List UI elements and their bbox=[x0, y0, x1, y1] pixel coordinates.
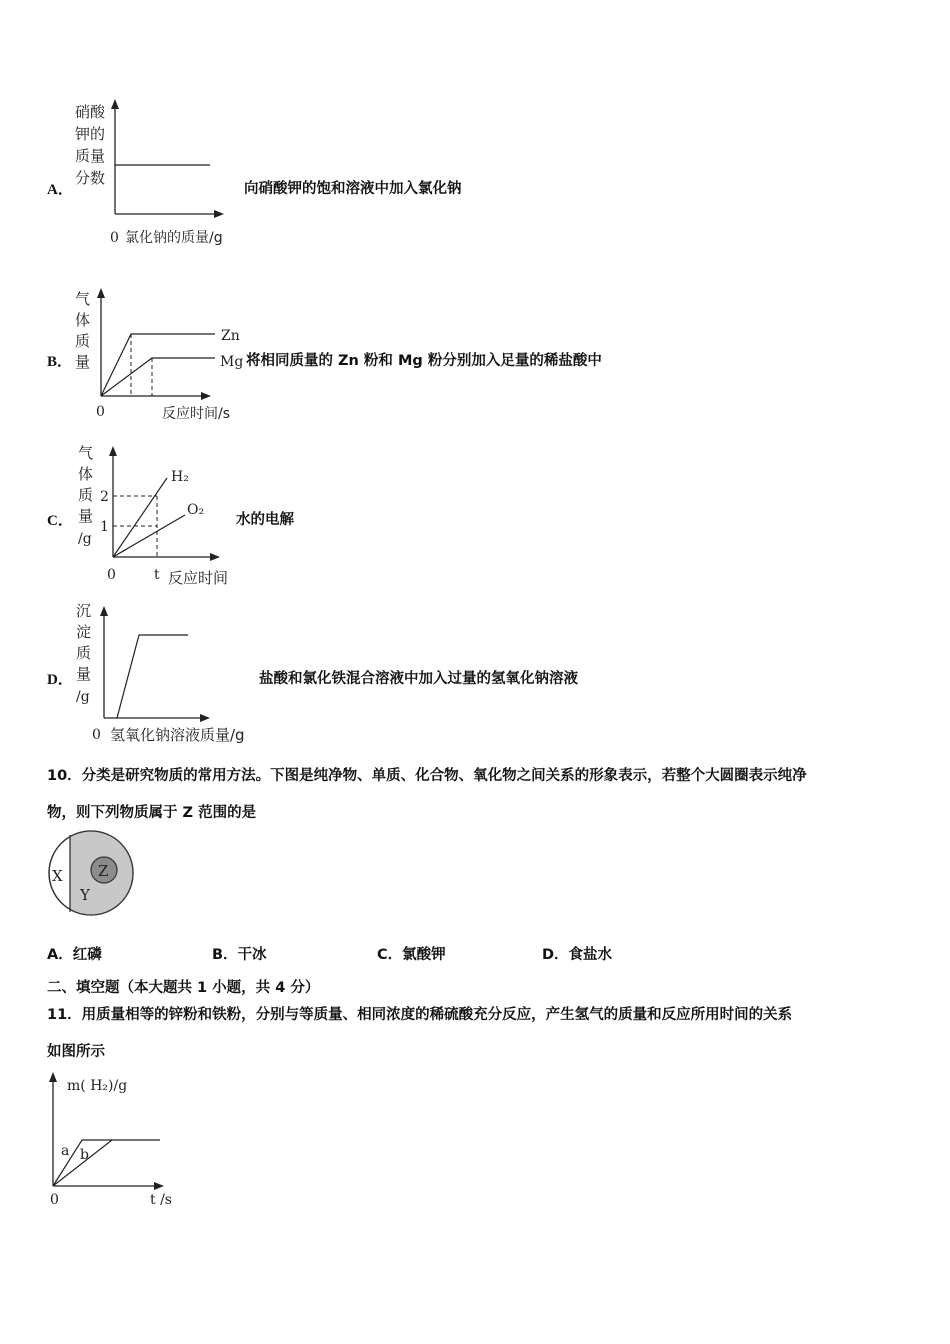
d-ylabel-line2: 淀 bbox=[76, 623, 92, 641]
c-ylabel-line5: /g bbox=[78, 531, 92, 547]
q11-text-line2: 如图所示 bbox=[47, 1044, 105, 1060]
a-xlabel: 氯化钠的质量/g bbox=[125, 230, 223, 246]
q11-xlabel: t /s bbox=[150, 1192, 172, 1208]
b-xlabel: 反应时间/s bbox=[162, 406, 231, 422]
d-ylabel-line1: 沉 bbox=[76, 602, 92, 620]
q11-graph bbox=[40, 1068, 200, 1214]
b-ylabel-line2: 体 bbox=[75, 311, 91, 329]
c-ytick-2: 2 bbox=[100, 489, 109, 505]
d-ylabel-line5: /g bbox=[76, 689, 90, 705]
c-origin: 0 bbox=[107, 567, 116, 583]
c-series-h2: H₂ bbox=[171, 469, 189, 485]
option-c-label: C． bbox=[47, 513, 73, 529]
d-xlabel: 氢氧化钠溶液质量/g bbox=[110, 726, 245, 744]
option-b-desc: 将相同质量的 Zn 粉和 Mg 粉分别加入足量的稀盐酸中 bbox=[246, 353, 602, 369]
a-ylabel-line3: 质量 bbox=[75, 147, 106, 165]
option-d-graph bbox=[70, 598, 270, 750]
option-a-label: A． bbox=[47, 182, 73, 198]
b-series-mg: Mg bbox=[220, 354, 244, 370]
c-series-o2: O₂ bbox=[187, 502, 205, 518]
option-c-graph bbox=[70, 440, 250, 592]
option-a-graph bbox=[70, 98, 255, 250]
q11-ylabel: m( H₂)/g bbox=[67, 1078, 128, 1094]
c-ylabel-line1: 气 bbox=[78, 444, 94, 462]
b-curve-zn bbox=[101, 334, 215, 396]
option-d-label: D． bbox=[47, 672, 73, 688]
c-xtick-t: t bbox=[154, 567, 160, 583]
q10-option-a[interactable]: A．红磷 bbox=[47, 947, 102, 963]
option-b-label: B． bbox=[47, 354, 73, 370]
b-ylabel-line1: 气 bbox=[75, 290, 91, 308]
q10-text-line1: 10．分类是研究物质的常用方法。下图是纯净物、单质、化合物、氧化物之间关系的形象表示，若整个大圆圈表示纯净 bbox=[47, 768, 807, 784]
q10-text-line2: 物，则下列物质属于 Z 范围的是 bbox=[47, 805, 257, 821]
q11-origin: 0 bbox=[50, 1192, 59, 1208]
b-series-zn: Zn bbox=[221, 328, 240, 344]
d-origin: 0 bbox=[92, 727, 101, 743]
c-ylabel-line3: 质 bbox=[78, 486, 94, 504]
b-ylabel-line4: 量 bbox=[75, 353, 91, 371]
venn-label-y: Y bbox=[80, 886, 90, 904]
a-origin: 0 bbox=[110, 230, 119, 246]
section2-heading: 二、填空题（本大题共 1 小题，共 4 分） bbox=[47, 980, 320, 996]
d-ylabel-line4: 量 bbox=[76, 665, 92, 683]
d-ylabel-line3: 质 bbox=[76, 644, 92, 662]
q11-series-a: a bbox=[61, 1143, 70, 1159]
option-a-desc: 向硝酸钾的饱和溶液中加入氯化钠 bbox=[244, 181, 462, 197]
b-curve-mg bbox=[101, 358, 215, 396]
q10-venn-diagram bbox=[44, 830, 140, 920]
b-origin: 0 bbox=[96, 404, 105, 420]
q11-series-b: b bbox=[80, 1147, 89, 1163]
q11-text-line1: 11．用质量相等的锌粉和铁粉，分别与等质量、相同浓度的稀硫酸充分反应，产生氢气的质量和反应所用时间的关系 bbox=[47, 1007, 793, 1023]
q10-option-c[interactable]: C．氯酸钾 bbox=[377, 947, 446, 963]
q10-option-d[interactable]: D．食盐水 bbox=[542, 947, 613, 963]
q10-option-b[interactable]: B．干冰 bbox=[212, 947, 267, 963]
venn-label-x: X bbox=[52, 867, 63, 885]
c-ylabel-line2: 体 bbox=[78, 465, 94, 483]
c-ylabel-line4: 量 bbox=[78, 507, 94, 525]
venn-label-z: Z bbox=[98, 862, 109, 880]
option-c-desc: 水的电解 bbox=[236, 512, 294, 528]
d-curve bbox=[117, 635, 188, 718]
b-ylabel-line3: 质 bbox=[75, 332, 91, 350]
c-xlabel: 反应时间 bbox=[168, 569, 229, 587]
option-b-graph bbox=[70, 284, 250, 424]
option-d-desc: 盐酸和氯化铁混合溶液中加入过量的氢氧化钠溶液 bbox=[259, 671, 578, 687]
a-ylabel-line2: 钾的 bbox=[75, 125, 106, 143]
c-ytick-1: 1 bbox=[100, 519, 109, 535]
c-line-h2 bbox=[113, 478, 167, 557]
c-line-o2 bbox=[113, 515, 185, 557]
a-ylabel-line4: 分数 bbox=[75, 169, 106, 187]
a-ylabel-line1: 硝酸 bbox=[75, 103, 106, 121]
